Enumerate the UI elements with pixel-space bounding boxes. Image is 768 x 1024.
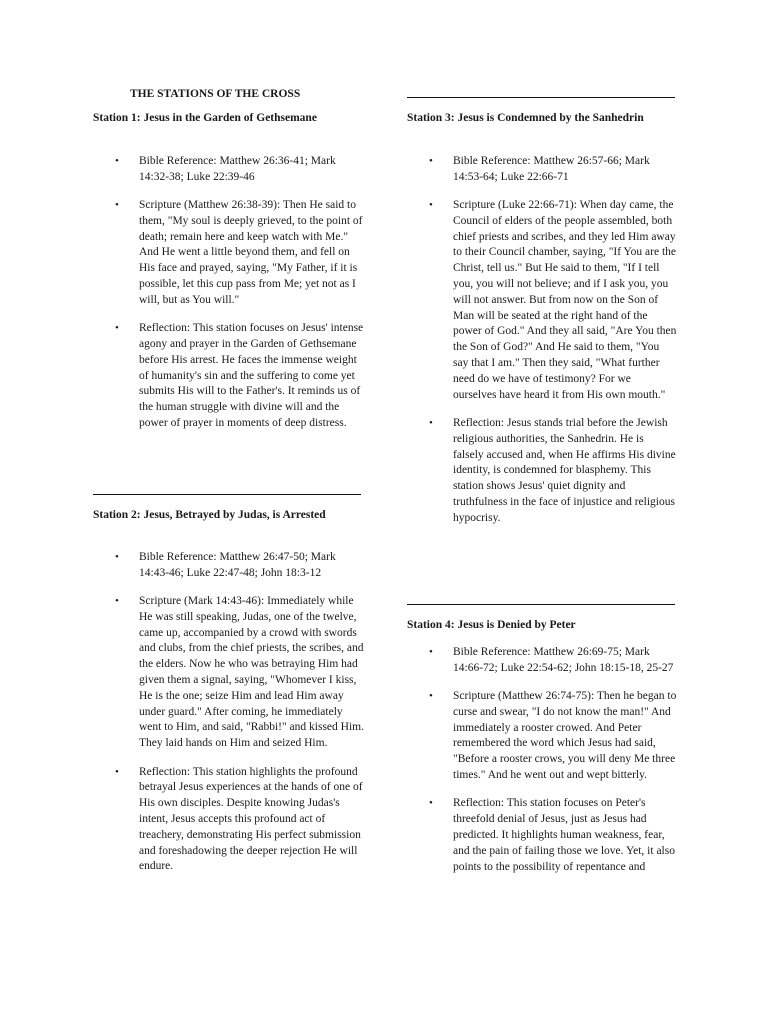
station-3-bible-reference: • Bible Reference: Matthew 26:57-66; Mark 14:53-64; Luke 22:66-71 bbox=[407, 154, 677, 186]
station-2-heading: Station 2: Jesus, Betrayed by Judas, is Arrested bbox=[93, 509, 326, 521]
station-2-reflection: • Reflection: This station highlights the profound betrayal Jesus experiences at the hands of one of His own disciples. Despite knowing Judas's intent, Jesus accepts this profound act of treachery, demonstrating His perfect submission and foreshadowing the deeper rejection He will endure. bbox=[93, 765, 365, 876]
station-1-list bbox=[93, 154, 365, 444]
section-divider bbox=[93, 494, 361, 495]
station-4-heading: Station 4: Jesus is Denied by Peter bbox=[407, 619, 576, 631]
section-divider bbox=[407, 604, 675, 605]
station-3-heading: Station 3: Jesus is Condemned by the Sanhedrin bbox=[407, 112, 644, 124]
station-2-bible-reference: • Bible Reference: Matthew 26:47-50; Mark 14:43-46; Luke 22:47-48; John 18:3-12 bbox=[93, 550, 365, 582]
station-1-scripture: • Scripture (Matthew 26:38-39): Then He said to them, "My soul is deeply grieved, to the point of death; remain here and keep watch with Me." And He went a little beyond them, and fell on His face and prayed, saying, "My Father, if it is possible, let this cup pass from Me; yet not as I will, but as You will." bbox=[93, 198, 365, 309]
station-3-reflection: • Reflection: Jesus stands trial before the Jewish religious authorities, the Sanhedrin. He is falsely accused and, when He affirms His divine identity, is condemned for blasphemy. This station shows Jesus' quiet dignity and truthfulness in the face of injustice and religious hypocrisy. bbox=[407, 416, 677, 527]
station-3-list bbox=[407, 154, 677, 539]
station-3-scripture: • Scripture (Luke 22:66-71): When day came, the Council of elders of the people assembled, both chief priests and scribes, and they led Him away to their Council chamber, saying, "If You are the Christ, tell us." But He said to them, "If I tell you, you will not believe; and if I ask you, you will not answer. But from now on the Son of Man will be seated at the right hand of the power of God." And they all said, "Are You then the Son of God?" And He said to them, "You say that I am." Then they said, "What further need do we have of testimony? For we ourselves have heard it from His own mouth." bbox=[407, 198, 677, 403]
station-4-list bbox=[407, 645, 677, 888]
station-4-reflection: • Reflection: This station focuses on Peter's threefold denial of Jesus, just as Jesus had predicted. It highlights human weakness, fear, and the pain of failing those we love. Yet, it also points to the possibility of repentance and bbox=[407, 796, 677, 875]
station-4-scripture: • Scripture (Matthew 26:74-75): Then he began to curse and swear, "I do not know the man!" And immediately a rooster crowed. And Peter remembered the word which Jesus had said, "Before a rooster crows, you will deny Me three times." And he went out and wept bitterly. bbox=[407, 689, 677, 784]
station-1-reflection: • Reflection: This station focuses on Jesus' intense agony and prayer in the Garden of Gethsemane before His arrest. He faces the immense weight of humanity's sin and the suffering to come yet submits His will to the Father's. It reminds us of the human struggle with divine will and the power of prayer in moments of deep distress. bbox=[93, 321, 365, 432]
station-2-scripture: • Scripture (Mark 14:43-46): Immediately while He was still speaking, Judas, one of the twelve, came up, accompanied by a crowd with swords and clubs, from the chief priests, the scribes, and the elders. Now he who was betraying Him had given them a signal, saying, "Whomever I kiss, He is the one; seize Him and lead Him away under guard." After coming, he immediately went to Him, and said, "Rabbi!" and kissed Him. They laid hands on Him and seized Him. bbox=[93, 594, 365, 752]
station-4-bible-reference: • Bible Reference: Matthew 26:69-75; Mark 14:66-72; Luke 22:54-62; John 18:15-18, 25-27 bbox=[407, 645, 677, 677]
section-divider bbox=[407, 97, 675, 98]
station-1-heading: Station 1: Jesus in the Garden of Gethsemane bbox=[93, 112, 317, 124]
document-title: THE STATIONS OF THE CROSS bbox=[130, 88, 301, 100]
station-1-bible-reference: • Bible Reference: Matthew 26:36-41; Mark 14:32-38; Luke 22:39-46 bbox=[93, 154, 365, 186]
station-2-list bbox=[93, 550, 365, 888]
